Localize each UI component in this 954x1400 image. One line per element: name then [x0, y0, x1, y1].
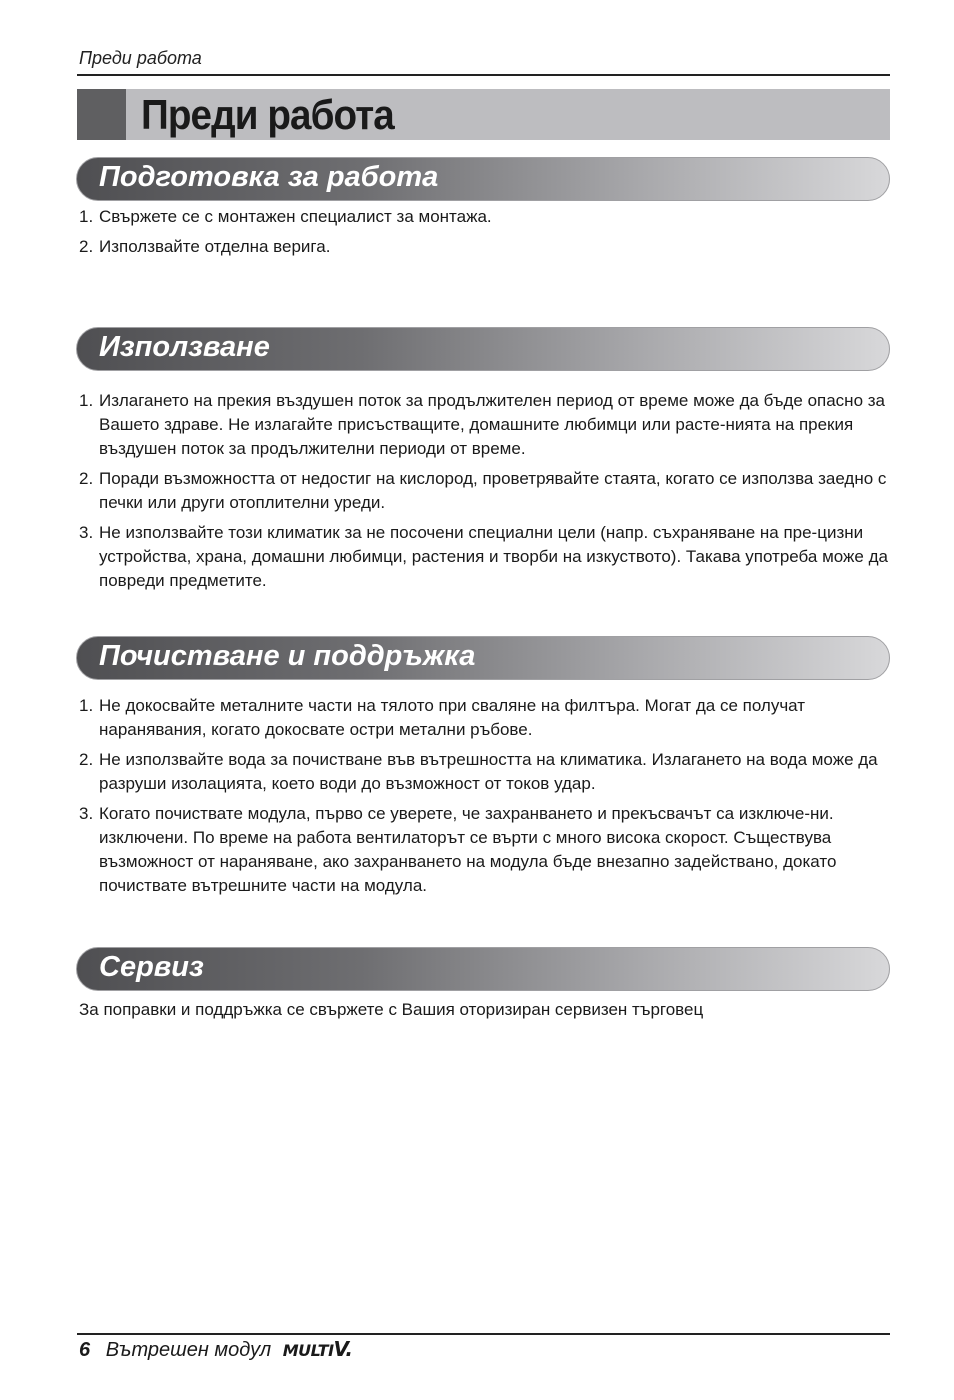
list-item-text: Използвайте отделна верига. [99, 237, 331, 256]
cleaning-list [79, 694, 889, 904]
page-number: 6 [79, 1339, 91, 1361]
section-heading-text: Сервиз [99, 951, 204, 983]
page-title: Преди работа [141, 91, 394, 138]
list-item-number: 1. [79, 207, 94, 226]
list-item-text: Не използвайте този климатик за не посочени специални цели (напр. съхраняване на пре-цизни устройства, храна, домашни любимци, растения и творби на изкуството). Такава употреба може да повреди предметите. [99, 523, 888, 590]
service-text: За поправки и поддръжка се свържете с Вашия оторизиран сервизен търговец [79, 1000, 704, 1019]
brand-logo-main: MULTI [282, 1341, 334, 1360]
list-item [79, 802, 889, 898]
section-heading-preparation [76, 157, 890, 201]
section-heading-service [76, 947, 890, 991]
list-item-text: Не докосвайте металните части на тялото при сваляне на филтъра. Могат да се получат наранявания, когато докосвате остри метални ръбове. [99, 696, 806, 739]
title-bar [77, 89, 890, 140]
list-item-text: Свържете се с монтажен специалист за монтажа. [99, 207, 492, 226]
section-heading-text: Подготовка за работа [99, 161, 439, 193]
footer-label: Вътрешен модул [105, 1339, 272, 1361]
section-heading-usage [76, 327, 890, 371]
list-item-number: 1. [79, 696, 94, 715]
list-item [79, 467, 889, 515]
list-item-number: 1. [79, 391, 94, 410]
section-heading-text: Използване [99, 331, 270, 363]
list-item-number: 3. [79, 804, 94, 823]
footer [79, 1337, 353, 1362]
list-item-text: Поради възможността от недостиг на кислород, проветрявайте стаята, когато се използва заедно с печки или други отоплителни уреди. [99, 469, 887, 512]
list-item [79, 694, 889, 742]
list-item [79, 389, 889, 461]
list-item [79, 235, 889, 259]
list-item [79, 748, 889, 796]
list-item-number: 3. [79, 523, 94, 542]
list-item-text: Когато почиствате модула, първо се уверете, че захранването и прекъсвачът са изключе-ни. изключени. По време на работа вентилаторът се върти с много висока скорост. Съществува възможност от нараняване, ако захранването на модула бъде внезапно задействано, докато почиствате вътрешните части на модула. [99, 804, 837, 895]
list-item-number: 2. [79, 237, 94, 256]
running-header: Преди работа [79, 48, 202, 68]
list-item [79, 521, 889, 593]
brand-logo-v: V. [333, 1337, 353, 1361]
list-item-text: Не използвайте вода за почистване във вътрешността на климатика. Излагането на вода може да разруши изолацията, което води до възможност от токов удар. [99, 750, 878, 793]
list-item-number: 2. [79, 469, 94, 488]
list-item-number: 2. [79, 750, 94, 769]
list-item-text: Излагането на прекия въздушен поток за продължителен период от време може да бъде опасно за Вашето здраве. Не излагайте присъстващите, домашните любимци или расте-нията на прекия въздушен поток за продължителни периоди от време. [99, 391, 886, 458]
list-item [79, 205, 889, 229]
brand-logo [282, 1337, 353, 1361]
footer-rule [77, 1333, 890, 1335]
header-rule [77, 74, 890, 76]
title-block [77, 89, 126, 140]
preparation-list [79, 205, 889, 265]
section-heading-text: Почистване и поддръжка [99, 640, 476, 672]
section-heading-cleaning [76, 636, 890, 680]
usage-list [79, 389, 889, 599]
